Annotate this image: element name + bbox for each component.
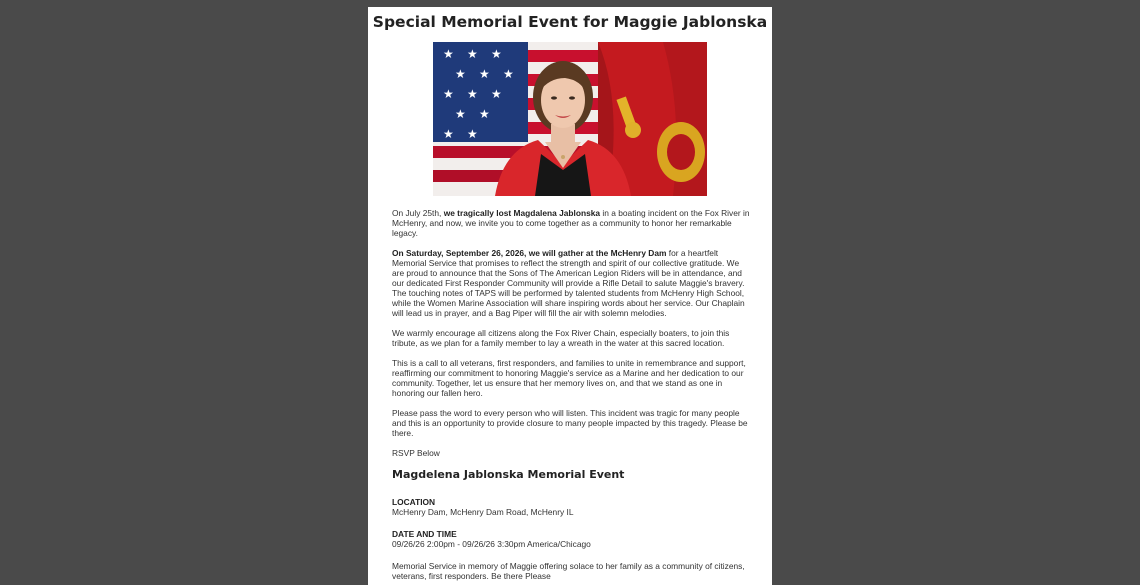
page-title: Special Memorial Event for Maggie Jablonska	[372, 13, 768, 31]
portrait-photo-icon	[433, 42, 707, 196]
datetime-value: 09/26/26 2:00pm - 09/26/26 3:30pm America/Chicago	[392, 539, 591, 549]
svg-text:★: ★	[491, 87, 502, 101]
paragraph-invitation: We warmly encourage all citizens along the Fox River Chain, especially boaters, to join this tribute, as we plan for a family member to lay a wreath in the water at this sacred location.	[392, 328, 730, 348]
paragraph-pass-the-word: Please pass the word to every person who will listen. This incident was tragic for many people and this is an opportunity to provide closure to many people impacted by this tragedy. Please be there.	[392, 408, 748, 438]
intro-text-end: in a boating incident on the Fox River in McHenry, and now, we invite you to come together as a community to honor her remarkable legacy.	[392, 208, 750, 238]
intro-text-start: On July 25th,	[392, 208, 444, 218]
svg-text:★: ★	[467, 127, 478, 141]
datetime-label: DATE AND TIME	[392, 529, 457, 539]
location-value: McHenry Dam, McHenry Dam Road, McHenry IL	[392, 507, 574, 517]
svg-text:★: ★	[443, 47, 454, 61]
svg-text:★: ★	[479, 67, 490, 81]
memorial-photo	[433, 42, 707, 196]
svg-text:★: ★	[467, 47, 478, 61]
paragraph-intro	[392, 208, 750, 238]
svg-text:★: ★	[455, 67, 466, 81]
intro-text-bold: we tragically lost Magdalena Jablonska	[443, 208, 601, 218]
event-title: Magdelena Jablonska Memorial Event	[392, 468, 625, 481]
svg-text:★: ★	[443, 87, 454, 101]
gathering-text: for a heartfelt Memorial Service that promises to reflect the strength and spirit of our collective gratitude. We are proud to announce that the Sons of The American Legion Riders will be in attendance, and our dedicated First Responder Community will provide a Rifle Detail to salute Maggie's bravery. The touching notes of TAPS will be performed by talented students from McHenry High School, while the Women Marine Association will share inspiring words about her service. Our Chaplain will lead us in prayer, and a Bag Piper will fill the air with solemn melodies.	[392, 248, 745, 318]
document-sheet	[368, 7, 772, 585]
gathering-text-bold: On Saturday, September 26, 2026, we will gather at the McHenry Dam	[392, 248, 667, 258]
svg-text:★: ★	[455, 107, 466, 121]
rsvp-note: RSVP Below	[392, 448, 440, 458]
svg-text:★: ★	[443, 127, 454, 141]
svg-text:★: ★	[491, 47, 502, 61]
paragraph-call-to-veterans: This is a call to all veterans, first responders, and families to unite in remembrance and support, reaffirming our commitment to honoring Maggie's service as a Marine and her dedication to our community. Together, let us ensure that her memory lives on, and that we stand as one in honoring our fallen hero.	[392, 358, 746, 398]
paragraph-gathering	[392, 248, 750, 318]
location-label: LOCATION	[392, 497, 436, 507]
svg-text:★: ★	[503, 67, 514, 81]
svg-text:★: ★	[467, 87, 478, 101]
svg-text:★: ★	[479, 107, 490, 121]
event-description: Memorial Service in memory of Maggie offering solace to her family as a community of citizens, veterans, first responders. Be there Please	[392, 561, 745, 581]
article-body	[392, 208, 750, 585]
